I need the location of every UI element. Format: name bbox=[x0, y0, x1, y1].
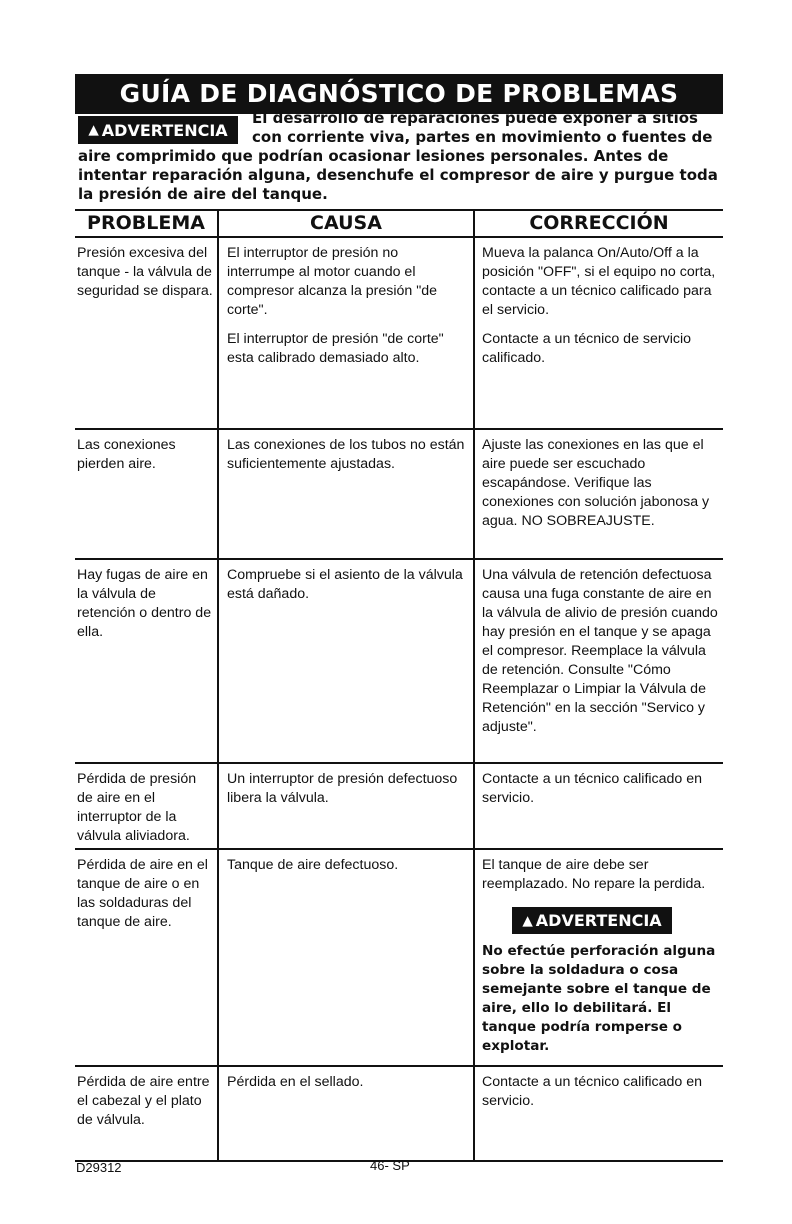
correction-cell: Mueva la palanca On/Auto/Off a la posición "OFF", si el equipo no corta, contacte a un técnico calificado para el servicio. bbox=[482, 245, 716, 318]
warning-text bbox=[78, 109, 720, 204]
table-row bbox=[75, 1067, 723, 1162]
correction-cell: Ajuste las conexiones en las que el aire puede ser escuchado escapándose. Verifique las conexiones con solución jabonosa y agua. NO SOBREAJUSTE. bbox=[482, 437, 710, 529]
warning-triangle-icon: ▲ bbox=[88, 122, 99, 138]
problem-cell: Presión excesiva del tanque - la válvula de seguridad se dispara. bbox=[77, 245, 213, 299]
warning-triangle-icon: ▲ bbox=[522, 912, 533, 929]
problem-cell: Pérdida de presión de aire en el interruptor de la válvula aliviadora. bbox=[77, 771, 197, 844]
cause-cell: El interruptor de presión no interrumpe al motor cuando el compresor alcanza la presión "de corte". bbox=[227, 245, 438, 318]
table-header bbox=[75, 211, 723, 238]
cause-cell: El interruptor de presión "de corte" esta calibrado demasiado alto. bbox=[227, 331, 444, 366]
cause-cell: Las conexiones de los tubos no están suficientemente ajustadas. bbox=[227, 437, 465, 472]
problem-cell: Las conexiones pierden aire. bbox=[77, 437, 176, 472]
correction-cell: Contacte a un técnico de servicio calificado. bbox=[482, 331, 691, 366]
header-correccion: CORRECCIÓN bbox=[529, 212, 669, 234]
warning-badge-label: ADVERTENCIA bbox=[535, 911, 662, 930]
correction-cell: Contacte a un técnico calificado en servicio. bbox=[482, 1074, 703, 1109]
page-number: 46- SP bbox=[370, 1158, 410, 1173]
cause-cell: Pérdida en el sellado. bbox=[227, 1074, 364, 1090]
header-causa: CAUSA bbox=[219, 211, 475, 236]
page-title: GUÍA DE DIAGNÓSTICO DE PROBLEMAS bbox=[75, 74, 723, 114]
cause-cell: Compruebe si el asiento de la válvula está dañado. bbox=[227, 567, 463, 602]
problem-cell: Hay fugas de aire en la válvula de retención o dentro de ella. bbox=[77, 567, 212, 640]
cause-cell: Un interruptor de presión defectuoso libera la válvula. bbox=[227, 771, 458, 806]
warning-note: No efectúe perforación alguna sobre la soldadura o cosa semejante sobre el tanque de aire, ello lo debilitará. El tanque podría romperse o explotar. bbox=[482, 943, 716, 1054]
table-row bbox=[75, 850, 723, 1067]
cause-cell: Tanque de aire defectuoso. bbox=[227, 857, 399, 873]
problem-cell: Pérdida de aire en el tanque de aire o en las soldaduras del tanque de aire. bbox=[77, 857, 208, 930]
warning-badge-label: ADVERTENCIA bbox=[101, 120, 228, 140]
correction-cell: Contacte a un técnico calificado en servicio. bbox=[482, 771, 703, 806]
correction-cell: Una válvula de retención defectuosa causa una fuga constante de aire en la válvula de alivio de presión cuando hay presión en el tanque y se apaga el compresor. Reemplace la válvula de retención. Consulte "Cómo Reemplazar o Limpiar la Válvula de Retención" en la sección "Servico y adjuste". bbox=[482, 567, 718, 735]
document-code: D29312 bbox=[76, 1160, 122, 1175]
problem-cell: Pérdida de aire entre el cabezal y el plato de válvula. bbox=[77, 1074, 210, 1128]
table-row bbox=[75, 764, 723, 850]
table-row bbox=[75, 430, 723, 560]
header-problema: PROBLEMA bbox=[75, 211, 219, 236]
table-row bbox=[75, 560, 723, 764]
warning-text-body: El desarrollo de reparaciones puede exponer a sitios con corriente viva, partes en movimiento o fuentes de aire comprimido que podrían ocasionar lesiones personales. Antes de intentar reparación alguna, desenchufe el compresor de aire y purgue toda la presión de aire del tanque. bbox=[78, 109, 718, 203]
correction-cell: El tanque de aire debe ser reemplazado. No repare la perdida. bbox=[482, 857, 706, 892]
troubleshooting-table bbox=[75, 209, 723, 1162]
table-row bbox=[75, 238, 723, 430]
warning-badge bbox=[512, 907, 672, 934]
